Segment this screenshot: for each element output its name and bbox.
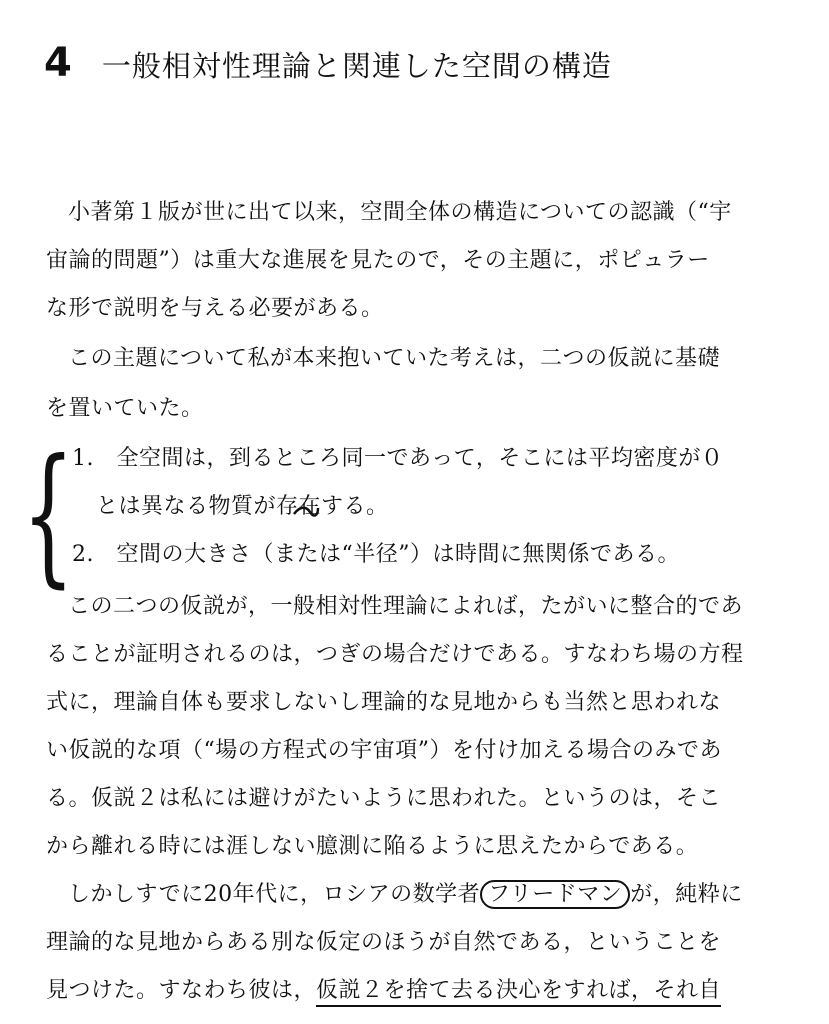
paragraph-line: を置いていた。 — [46, 396, 204, 421]
paragraph-line — [68, 880, 743, 910]
paragraph-line: 宙論的問題”）は重大な進展を見たので，その主題に，ポピュラー — [46, 248, 710, 273]
paragraph-line: この二つの仮説が，一般相対性理論によれば，たがいに整合的であ — [68, 594, 744, 619]
line-text: しかしすでに20年代に，ロシアの数学者 — [68, 882, 481, 907]
paragraph-line: この主題について私が本来抱いていた考えは，二つの仮説に基礎 — [68, 346, 721, 371]
paragraph-line: な形で説明を与える必要がある。 — [46, 296, 384, 321]
underlined-phrase: 仮説２を捨て去る決心をすれば，それ自 — [316, 978, 721, 1007]
paragraph-line: い仮説的な項（“場の方程式の宇宙項”）を付け加える場合のみであ — [46, 738, 722, 763]
paragraph-line: から離れる時には涯しない臆測に陥るように思えたからである。 — [46, 834, 699, 859]
line-text: 見つけた。すなわち彼は， — [46, 978, 317, 1003]
hypothesis-2-line: 2. 空間の大きさ（または“半径”）は時間に無関係である。 — [72, 542, 680, 567]
circled-name-friedmann: フリードマン — [480, 880, 630, 909]
hypothesis-1-line: 1. 全空間は，到るところ同一であって，そこには平均密度が０ — [72, 446, 724, 471]
handwritten-correction-mark — [292, 502, 320, 520]
paragraph-line: 式に，理論自体も要求しないし理論的な見地からも当然と思われな — [46, 690, 722, 715]
paragraph-line: 理論的な見地からある別な仮定のほうが自然である，ということを — [46, 930, 722, 955]
paragraph-line: る。仮説２は私には避けがたいように思われた。というのは，そこ — [46, 786, 722, 811]
chapter-number: 4 — [44, 40, 72, 86]
chapter-title: 一般相対性理論と関連した空間の構造 — [101, 49, 612, 83]
paragraph-line: 小著第１版が世に出て以来，空間全体の構造についての認識（“宇 — [68, 200, 732, 225]
paragraph-line: ることが証明されるのは，つぎの場合だけである。すなわち場の方程 — [46, 642, 744, 667]
chapter-heading — [44, 40, 612, 86]
handwritten-brace: { — [22, 428, 75, 602]
hypothesis-1-continuation: とは異なる物質が存在する。 — [96, 494, 389, 519]
paragraph-line — [46, 976, 721, 1006]
line-text: が，純粋に — [630, 882, 743, 907]
